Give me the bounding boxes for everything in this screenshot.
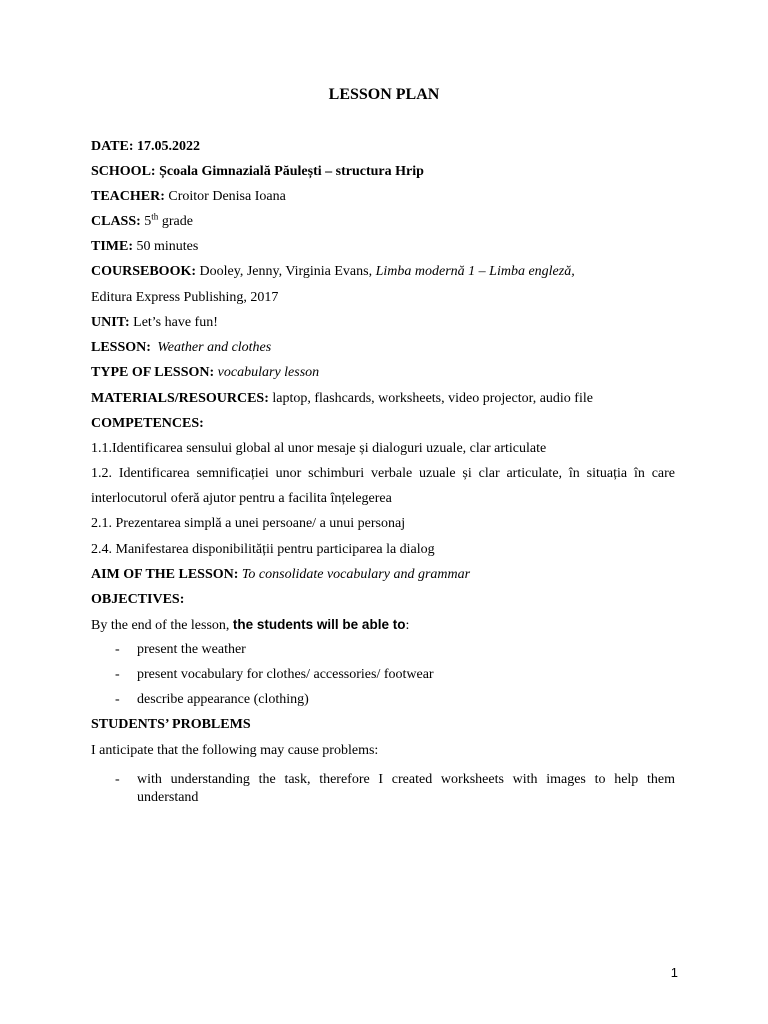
date-line — [91, 137, 200, 157]
list-item: with understanding the task, therefore I created worksheets with images to help them understand — [137, 772, 675, 805]
teacher-value: Croitor Denisa Ioana — [168, 189, 286, 204]
coursebook-authors: Dooley, Jenny, Virginia Evans, — [199, 264, 373, 279]
bullet-dash: - — [115, 692, 120, 707]
date-label: DATE: — [91, 139, 134, 154]
materials-label: MATERIALS/RESOURCES: — [91, 391, 269, 406]
aim-label: AIM OF THE LESSON: — [91, 567, 239, 582]
list-item: present the weather — [137, 642, 246, 657]
teacher-line — [91, 187, 286, 207]
list-item: describe appearance (clothing) — [137, 692, 309, 707]
coursebook-title: Limba modernă 1 – Limba engleză, — [375, 264, 575, 279]
type-of-lesson-line — [91, 363, 319, 383]
class-value-superscript: th — [151, 211, 159, 222]
school-value: Școala Gimnazială Păulești – structura Hrip — [159, 164, 424, 179]
bullet-dash: - — [115, 667, 120, 682]
objectives-intro-bold: the students will be able to — [232, 617, 406, 632]
type-of-lesson-label: TYPE OF LESSON: — [91, 365, 215, 380]
aim-line — [91, 565, 470, 585]
lesson-line — [91, 338, 271, 358]
competence-item: 1.2. Identificarea semnificației unor schimburi verbale uzuale și clar articulate, în situația în care interlocutorul oferă ajutor pentru a facilita înțelegerea — [91, 466, 675, 506]
school-label: SCHOOL: — [91, 164, 156, 179]
materials-value: laptop, flashcards, worksheets, video projector, audio file — [272, 391, 593, 406]
class-line — [91, 212, 193, 232]
bullet-dash: - — [115, 642, 120, 657]
competence-item: 2.4. Manifestarea disponibilității pentru participarea la dialog — [91, 542, 435, 557]
time-value: 50 minutes — [136, 239, 199, 254]
date-value: 17.05.2022 — [137, 139, 201, 154]
type-of-lesson-value: vocabulary lesson — [217, 365, 320, 380]
problems-intro: I anticipate that the following may cause problems: — [91, 743, 379, 758]
teacher-label: TEACHER: — [91, 189, 165, 204]
school-line — [91, 162, 424, 182]
objectives-intro-end: : — [405, 618, 410, 633]
objectives-heading: OBJECTIVES: — [91, 592, 185, 607]
students-problems-heading: STUDENTS’ PROBLEMS — [91, 717, 251, 732]
lesson-value: Weather and clothes — [157, 340, 272, 355]
unit-label: UNIT: — [91, 315, 130, 330]
objectives-intro-text: By the end of the lesson, — [91, 618, 230, 633]
bullet-dash: - — [115, 772, 120, 787]
class-label: CLASS: — [91, 214, 141, 229]
coursebook-label: COURSEBOOK: — [91, 264, 197, 279]
competences-heading: COMPETENCES: — [91, 416, 204, 431]
page-number: 1 — [670, 965, 678, 980]
time-label: TIME: — [91, 239, 133, 254]
competence-item: 1.1.Identificarea sensului global al unor mesaje și dialoguri uzuale, clar articulate — [91, 441, 547, 456]
unit-line — [91, 313, 218, 333]
coursebook-line — [91, 262, 575, 282]
list-item: present vocabulary for clothes/ accessories/ footwear — [137, 667, 434, 682]
competence-item: 2.1. Prezentarea simplă a unei persoane/ a unui personaj — [91, 516, 406, 531]
coursebook-publisher: Editura Express Publishing, 2017 — [91, 290, 279, 305]
time-line — [91, 237, 198, 257]
lesson-label: LESSON: — [91, 340, 151, 355]
aim-value: To consolidate vocabulary and grammar — [241, 567, 471, 582]
unit-value: Let’s have fun! — [133, 315, 218, 330]
class-value-rest: grade — [161, 214, 193, 229]
class-value-number: 5 — [144, 214, 152, 229]
materials-line — [91, 389, 593, 409]
page-title: LESSON PLAN — [328, 86, 440, 103]
objectives-intro — [91, 615, 409, 636]
